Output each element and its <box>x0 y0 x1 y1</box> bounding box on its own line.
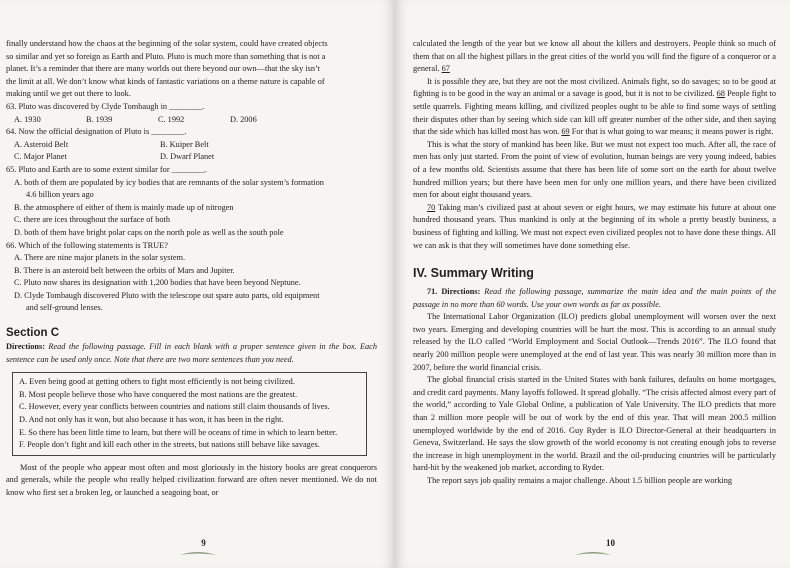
box-item: E. So there has been little time to learn, but there will be oceans of time in which to learn better. <box>19 427 338 437</box>
option-continued: 4.6 billion years ago <box>26 190 94 200</box>
directions-label: Directions: <box>6 342 46 352</box>
option: B. the atmosphere of either of them is mainly made up of nitrogen <box>14 202 234 212</box>
page-number: 9 <box>201 538 206 548</box>
question-64-options <box>6 139 377 164</box>
question-63: 63. Pluto was discovered by Clyde Tombaugh in ________. <box>6 101 205 111</box>
blank-70: 70 <box>427 202 436 212</box>
paragraph-text: calculated the length of the year but we know all about the killers and destroyers. People think so much of them that on all the highest pillars in the great cities of the world you will find the figure of a conqueror or a general. <box>413 39 776 74</box>
intro-line: the limit at all. We don’t know what kinds of fantastic variations on a theme nature is capable of <box>6 76 325 86</box>
option: B. There is an asteroid belt between the orbits of Mars and Jupiter. <box>14 265 235 275</box>
box-item: F. People don’t fight and kill each other in the streets, but nations still behave like savages. <box>19 440 320 450</box>
section-c-heading: Section C <box>6 327 60 340</box>
box-item: A. Even being good at getting others to fight most efficiently is not being civilized. <box>19 377 295 387</box>
summary-paragraph: The report says job quality remains a major challenge. About 1.5 billion people are working <box>427 476 733 485</box>
option: D. Clyde Tombaugh discovered Pluto with the telescope out spare auto parts, old equipment <box>14 290 320 300</box>
intro-line: planet. It’s a reminder that there are many worlds out there beyond our own—that the sky isn’t <box>6 64 320 74</box>
swoosh-ornament-icon <box>573 550 613 558</box>
box-item: C. However, every year conflicts between countries and nations still claim thousands of lives. <box>19 402 330 412</box>
option: A. both of them are populated by icy bodies that are remnants of the solar system’s formation <box>14 177 324 187</box>
option: C. Pluto now shares its designation with 1,200 bodies that have been beyond Neptune. <box>14 278 301 288</box>
swoosh-ornament-icon <box>178 550 218 558</box>
option: B. 1939 <box>86 114 113 124</box>
paragraph-text: It is possible they are, but they are not the most civilized. Animals fight, so do savages; so to be good at fighting is to be good in the way an animal or a savage is good, but it is not to be civilized. <box>413 76 776 99</box>
passage-paragraph <box>413 76 776 139</box>
option: A. 1930 <box>14 114 41 124</box>
intro-line: finally understand how the chaos at the beginning of the solar system, could have created objects <box>6 39 328 48</box>
option: C. there are ices throughout the surface of both <box>14 215 170 225</box>
paragraph-text: People fight to settle quarrels. Fighting means killing, and civilized peoples ought to be able to find some ways of settling their disputes other than by seeing which side can kill off greater number of the other side, and then saying that the side which has killed most has won. <box>413 89 777 137</box>
option: D. Dwarf Planet <box>160 152 215 162</box>
sentence-box <box>12 372 367 456</box>
passage-paragraph <box>413 202 776 252</box>
paragraph-text: Taking man’s civilized past at about seven or eight hours, we may estimate his future at about one hundred thousand years. Thus mankind is only at the beginning of its whole a pretty beastly business, a business of fighting and killing. We must not expect even civilized peoples not to have done these things. All we can ask is that they will sometimes have done something else. <box>413 202 776 250</box>
passage-paragraph <box>413 38 776 76</box>
box-item: B. Most people believe those who have conquered the most nations are the greatest. <box>19 389 298 399</box>
question-63-options <box>6 114 377 127</box>
summary-paragraph: The International Labor Organization (ILO) predicts global unemployment will worsen over the next two years. Emerging and developing countries will be hurt the most. This is according to an annual study released by the ILO called “World Employment and Social Outlook—Trends 2016”. The ILO found that nearly 200 million people were unemployed at the end of last year. This was nearly 30 million more than in 2007, before the world financial crisis. <box>413 312 776 372</box>
right-page <box>395 0 790 568</box>
paragraph-text: For that is what going to war means; it means power is right. <box>571 127 774 137</box>
box-item: D. And not only has it won, but also because it has won, it has been in the right. <box>19 415 284 425</box>
passage-paragraph: Most of the people who appear most often and most gloriously in the history books are great conquerors and generals, while the people who really helped civilization forward are often never mentioned. We do not know who first set a broken leg, or launched a seagoing boat, or <box>6 462 377 497</box>
option: D. both of them have bright polar caps on the north pole as well as the south pole <box>14 227 284 237</box>
section-c-directions <box>6 341 377 366</box>
summary-directions <box>413 286 776 311</box>
blank-67: 67 <box>441 64 450 74</box>
question-65: 65. Pluto and Earth are to some extent similar for ________. <box>6 164 207 174</box>
intro-line: so similar and yet so foreign as Earth and Pluto. Pluto is much more than something that is not a <box>6 51 326 61</box>
option-continued: and self-ground lenses. <box>26 303 103 313</box>
option: C. Major Planet <box>14 152 67 162</box>
intro-line: making until we get out there to look. <box>6 89 131 99</box>
blank-69: 69 <box>561 127 570 137</box>
directions-label: 71. Directions: <box>427 287 481 297</box>
summary-writing-heading: IV. Summary Writing <box>413 266 534 281</box>
intro-paragraph <box>6 38 377 101</box>
option: D. 2006 <box>230 114 257 124</box>
passage-paragraph: This is what the story of mankind has been like. But we must not expect too much. After all, the race of men has only just started. From the point of view of evolution, human beings are very young indeed, babies of a few months old. Scientists assume that there has been life of some sort on the earth for about twelve hundred million years; but there have been men for only one million years, and there have been civilized men for about eight thousand years. <box>413 139 776 200</box>
option: A. There are nine major planets in the solar system. <box>14 253 186 263</box>
option: B. Kuiper Belt <box>160 139 209 149</box>
page-number: 10 <box>606 538 615 548</box>
question-66: 66. Which of the following statements is TRUE? <box>6 240 168 250</box>
option: C. 1992 <box>158 114 185 124</box>
directions-text: Read the following passage. Fill in each blank with a proper sentence given in the box. Each sentence can be used only once. Note that there are two more sentences than you need. <box>6 342 378 364</box>
summary-paragraph: The global financial crisis started in the United States with bank failures, defaults on home mortgages, and credit card payments. Many layoffs followed. It spread globally. “The crisis affected almost every part of the world,” according to Yale Global Online, a publication of Yale University. The ILO predicts that more than 2 million more people will be out of work by the end of this year. That will mean 200.5 million unemployed worldwide by the end of 2016. Guy Ryder is ILO Director-General at their headquarters in Geneva, Switzerland. He says the slow growth of the world economy is not creating enough jobs to reverse the increase in high unemployment in the world. Brazil and the oil-producing countries will be particularly hard-hit by the weakened job market, according to Ryder. <box>413 375 776 473</box>
blank-68: 68 <box>716 89 725 99</box>
question-64: 64. Now the official designation of Pluto is ________. <box>6 127 187 137</box>
option: A. Asteroid Belt <box>14 139 69 149</box>
directions-text: Read the following passage, summarize the main idea and the main points of the passage in no more than 60 words. Use your own words as far as possible. <box>413 287 776 309</box>
